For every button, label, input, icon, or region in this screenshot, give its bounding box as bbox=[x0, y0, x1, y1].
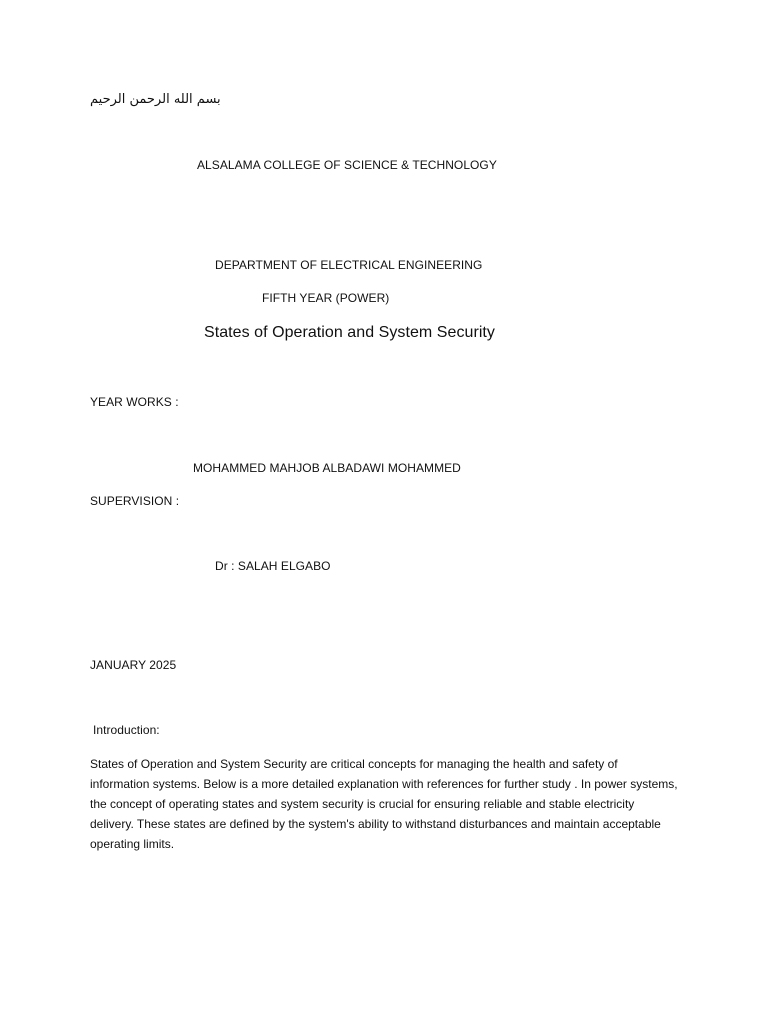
document-date: JANUARY 2025 bbox=[90, 658, 177, 672]
supervisor-name: Dr : SALAH ELGABO bbox=[215, 559, 331, 573]
supervision-label: SUPERVISION : bbox=[90, 494, 180, 508]
student-name: MOHAMMED MAHJOB ALBADAWI MOHAMMED bbox=[193, 461, 461, 475]
college-name: ALSALAMA COLLEGE OF SCIENCE & TECHNOLOGY bbox=[197, 158, 497, 172]
introduction-paragraph: States of Operation and System Security are critical concepts for managing the health and safety of information systems. Below is a more detailed explanation with references for further study . In power systems, the concept of operating states and system security is crucial for ensuring reliable and stable electricity delivery. These states are defined by the system's ability to withstand disturbances and maintain acceptable operating limits. bbox=[90, 757, 678, 851]
academic-year: FIFTH YEAR (POWER) bbox=[262, 291, 390, 305]
introduction-heading: Introduction: bbox=[93, 723, 160, 737]
department-name: DEPARTMENT OF ELECTRICAL ENGINEERING bbox=[215, 258, 483, 272]
year-works-label: YEAR WORKS : bbox=[90, 395, 179, 409]
document-title: States of Operation and System Security bbox=[204, 324, 495, 341]
basmala-text: بسم الله الرحمن الرحيم bbox=[90, 92, 221, 107]
